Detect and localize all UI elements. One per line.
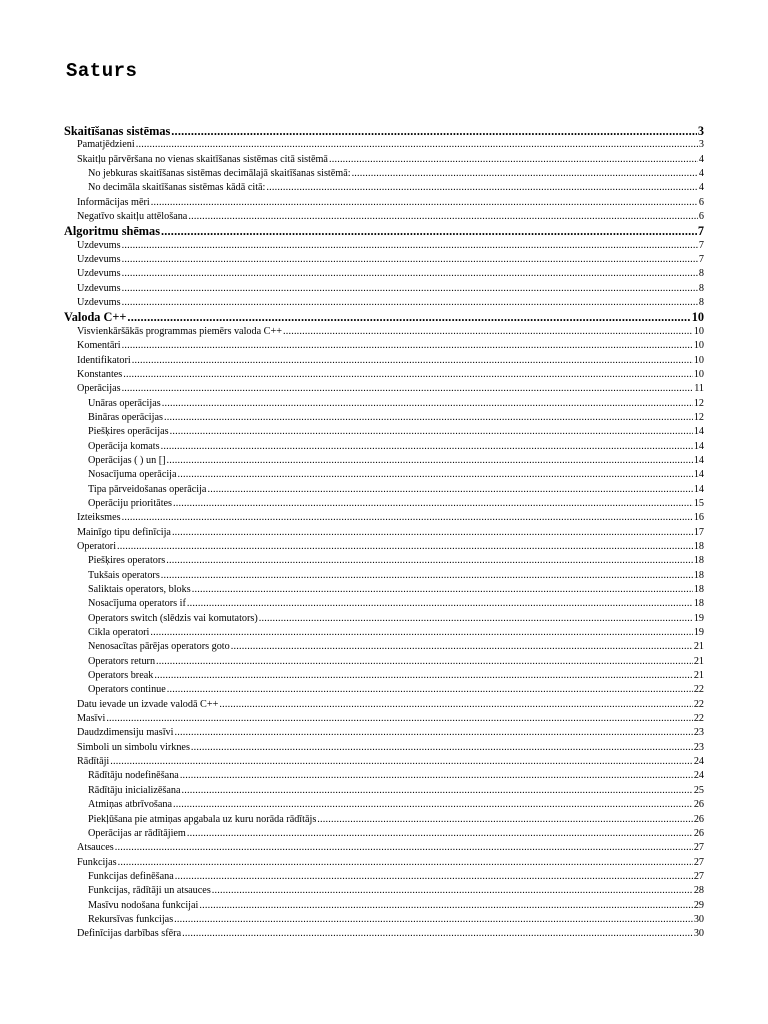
toc-entry-title: Operators continue [88, 684, 166, 696]
table-of-contents [64, 124, 704, 942]
toc-dot-leader [352, 167, 698, 181]
toc-entry-page: 14 [693, 440, 704, 452]
toc-entry-page: 19 [693, 627, 704, 639]
toc-entry-page: 11 [694, 383, 704, 395]
toc-dot-leader [162, 397, 693, 411]
toc-entry-title: No decimāla skaitīšanas sistēmas kādā citā: [88, 182, 266, 194]
toc-dot-leader [122, 339, 693, 353]
toc-entry[interactable] [64, 253, 704, 267]
toc-entry[interactable] [64, 813, 704, 827]
toc-entry-page: 28 [693, 885, 704, 897]
toc-dot-leader [161, 569, 693, 583]
toc-dot-leader [182, 927, 693, 941]
toc-dot-leader [122, 253, 698, 267]
toc-entry-page: 12 [693, 397, 704, 409]
toc-entry[interactable] [64, 841, 704, 855]
toc-entry-page: 21 [693, 655, 704, 667]
toc-entry[interactable] [64, 554, 704, 568]
toc-entry[interactable] [64, 296, 704, 310]
toc-dot-leader [192, 583, 693, 597]
toc-dot-leader [122, 382, 694, 396]
toc-entry-title: Skaitīšanas sistēmas [64, 124, 171, 138]
toc-entry[interactable] [64, 741, 704, 755]
toc-dot-leader [110, 755, 693, 769]
toc-entry-page: 27 [693, 870, 704, 882]
toc-dot-leader [115, 841, 693, 855]
toc-entry-title: Uzdevums [77, 239, 121, 251]
toc-entry[interactable] [64, 440, 704, 454]
toc-dot-leader [174, 726, 692, 740]
toc-entry-title: Masīvi [77, 713, 106, 725]
toc-entry-page: 24 [693, 770, 704, 782]
toc-dot-leader [118, 856, 693, 870]
toc-entry-page: 10 [693, 354, 704, 366]
toc-dot-leader [127, 310, 690, 324]
toc-entry[interactable] [64, 640, 704, 654]
toc-entry-title: Operācija komats [88, 440, 160, 452]
toc-dot-leader [166, 554, 693, 568]
toc-entry[interactable] [64, 798, 704, 812]
toc-entry[interactable] [64, 583, 704, 597]
toc-entry[interactable] [64, 153, 704, 167]
toc-dot-leader [212, 884, 693, 898]
toc-dot-leader [122, 296, 698, 310]
toc-dot-leader [123, 368, 693, 382]
toc-dot-leader [175, 870, 693, 884]
toc-entry[interactable] [64, 755, 704, 769]
toc-dot-leader [178, 468, 693, 482]
toc-entry[interactable] [64, 310, 704, 324]
toc-dot-leader [122, 282, 698, 296]
toc-entry-page: 22 [693, 684, 704, 696]
toc-entry-page: 25 [693, 784, 704, 796]
toc-entry-page: 27 [693, 842, 704, 854]
toc-entry[interactable] [64, 425, 704, 439]
toc-entry-title: Operatori [77, 540, 117, 552]
toc-entry-page: 4 [698, 153, 704, 165]
toc-entry-page: 6 [698, 196, 704, 208]
toc-entry-page: 7 [698, 254, 704, 266]
toc-entry-page: 22 [693, 698, 704, 710]
toc-entry-title: Pamatjēdzieni [77, 139, 135, 151]
toc-entry-page: 7 [697, 224, 704, 239]
toc-dot-leader [173, 798, 693, 812]
toc-entry[interactable] [64, 368, 704, 382]
toc-entry-page: 23 [693, 741, 704, 753]
page-title: Saturs [66, 60, 138, 82]
toc-dot-leader [167, 683, 693, 697]
toc-entry-page: 26 [693, 799, 704, 811]
toc-entry-title: Saliktais operators, bloks [88, 584, 191, 595]
toc-entry-page: 14 [693, 483, 704, 495]
toc-dot-leader [150, 626, 692, 640]
toc-entry-page: 10 [693, 368, 704, 380]
toc-entry-page: 16 [693, 512, 704, 524]
toc-entry-page: 8 [698, 297, 704, 309]
toc-entry-title: Nosacījuma operācija [88, 469, 177, 481]
toc-entry-page: 3 [698, 139, 704, 151]
toc-dot-leader [170, 425, 693, 439]
toc-entry-page: 18 [693, 584, 704, 595]
toc-dot-leader [191, 741, 693, 755]
toc-entry-title: Operators return [88, 655, 156, 667]
toc-entry-page: 8 [698, 268, 704, 280]
toc-entry[interactable] [64, 354, 704, 368]
toc-entry-title: Uzdevums [77, 254, 121, 266]
toc-entry-title: Visvienkāršākās programmas piemērs valoda C++ [77, 325, 282, 337]
toc-entry[interactable] [64, 167, 704, 181]
toc-entry-title: Komentāri [77, 340, 121, 352]
toc-entry[interactable] [64, 282, 704, 296]
toc-dot-leader [156, 655, 693, 669]
toc-entry[interactable] [64, 196, 704, 210]
toc-entry-title: Rādītāju inicializēšana [88, 784, 181, 796]
toc-entry-page: 3 [697, 124, 704, 138]
toc-entry[interactable] [64, 726, 704, 740]
toc-entry-title: Operācijas ar rādītājiem [88, 827, 186, 839]
toc-entry[interactable] [64, 655, 704, 669]
toc-entry-title: Uzdevums [77, 297, 121, 309]
toc-entry-page: 6 [698, 211, 704, 223]
toc-entry-title: Algoritmu shēmas [64, 224, 160, 239]
toc-entry-title: Funkcijas, rādītāji un atsauces [88, 885, 211, 897]
toc-entry[interactable] [64, 827, 704, 841]
toc-entry-page: 26 [693, 827, 704, 839]
toc-entry-title: No jebkuras skaitīšanas sistēmas decimālajā skaitīšanas sistēmā: [88, 168, 351, 180]
toc-entry-title: Atsauces [77, 842, 114, 854]
toc-dot-leader [283, 325, 693, 339]
toc-entry-title: Operācijas [77, 383, 121, 395]
toc-entry[interactable] [64, 913, 704, 927]
toc-dot-leader [180, 769, 693, 783]
toc-entry-title: Funkcijas definēšana [88, 870, 174, 882]
toc-entry-page: 8 [698, 282, 704, 294]
toc-dot-leader [117, 540, 693, 554]
toc-entry[interactable] [64, 884, 704, 898]
toc-entry[interactable] [64, 856, 704, 870]
toc-dot-leader [154, 669, 692, 683]
toc-entry-title: Nosacījuma operators if [88, 598, 186, 610]
toc-dot-leader [266, 181, 698, 195]
toc-entry-title: Operators switch (slēdzis vai komutators) [88, 612, 258, 624]
toc-dot-leader [136, 138, 698, 152]
toc-entry[interactable] [64, 899, 704, 913]
toc-entry[interactable] [64, 267, 704, 281]
toc-entry-page: 14 [693, 454, 704, 466]
toc-entry[interactable] [64, 540, 704, 554]
toc-dot-leader [161, 440, 693, 454]
toc-dot-leader [187, 597, 693, 611]
toc-entry[interactable] [64, 224, 704, 238]
toc-dot-leader [161, 224, 697, 238]
toc-entry-page: 19 [693, 612, 704, 624]
toc-entry[interactable] [64, 511, 704, 525]
toc-entry[interactable] [64, 927, 704, 941]
toc-entry-page: 10 [693, 340, 704, 352]
toc-entry-title: Rādītāji [77, 756, 110, 768]
toc-entry[interactable] [64, 181, 704, 195]
toc-dot-leader [164, 411, 693, 425]
toc-dot-leader [199, 899, 692, 913]
toc-entry-page: 26 [693, 813, 704, 825]
toc-entry-title: Definīcijas darbības sfēra [77, 928, 182, 940]
toc-dot-leader [122, 267, 698, 281]
toc-dot-leader [171, 124, 697, 138]
toc-entry[interactable] [64, 239, 704, 253]
toc-dot-leader [317, 813, 693, 827]
toc-entry[interactable] [64, 483, 704, 497]
toc-entry-page: 10 [693, 325, 704, 337]
toc-entry[interactable] [64, 124, 704, 138]
toc-entry-title: Datu ievade un izvade valodā C++ [77, 698, 219, 710]
toc-dot-leader [259, 612, 693, 626]
toc-entry[interactable] [64, 669, 704, 683]
toc-entry-page: 4 [698, 168, 704, 180]
toc-entry-title: Identifikatori [77, 354, 131, 366]
toc-entry[interactable] [64, 339, 704, 353]
toc-dot-leader [174, 913, 693, 927]
toc-dot-leader [122, 239, 698, 253]
toc-entry-title: Simboli un simbolu virknes [77, 741, 190, 753]
toc-dot-leader [329, 153, 698, 167]
toc-entry-title: Uzdevums [77, 268, 121, 280]
toc-entry-title: Nenosacītas pārējas operators goto [88, 641, 230, 653]
toc-entry[interactable] [64, 138, 704, 152]
toc-entry-page: 27 [693, 856, 704, 868]
toc-entry-page: 23 [693, 727, 704, 739]
toc-dot-leader [173, 497, 693, 511]
toc-entry[interactable] [64, 397, 704, 411]
toc-entry-page: 21 [693, 670, 704, 682]
toc-entry-title: Konstantes [77, 368, 123, 380]
toc-entry[interactable] [64, 769, 704, 783]
toc-entry-title: Mainīgo tipu definīcija [77, 526, 171, 538]
toc-entry[interactable] [64, 325, 704, 339]
toc-entry[interactable] [64, 683, 704, 697]
toc-entry-page: 4 [698, 182, 704, 194]
toc-dot-leader [151, 196, 698, 210]
toc-dot-leader [231, 640, 693, 654]
toc-entry[interactable] [64, 411, 704, 425]
toc-entry[interactable] [64, 626, 704, 640]
toc-entry-title: Izteiksmes [77, 512, 121, 524]
toc-entry-title: Informācijas mēri [77, 196, 150, 208]
toc-entry-title: Daudzdimensiju masīvi [77, 727, 174, 739]
toc-dot-leader [106, 712, 693, 726]
toc-entry-title: Tipa pārveidošanas operācija [88, 483, 207, 495]
toc-entry-title: Atmiņas atbrīvošana [88, 799, 173, 811]
toc-entry-title: Uzdevums [77, 282, 121, 294]
toc-dot-leader [172, 526, 693, 540]
toc-entry[interactable] [64, 526, 704, 540]
toc-entry[interactable] [64, 698, 704, 712]
toc-entry[interactable] [64, 870, 704, 884]
toc-entry-page: 18 [693, 569, 704, 581]
toc-entry-title: Piešķires operācijas [88, 426, 169, 438]
toc-entry[interactable] [64, 612, 704, 626]
toc-entry-page: 18 [693, 555, 704, 567]
toc-dot-leader [182, 784, 693, 798]
toc-entry[interactable] [64, 784, 704, 798]
toc-entry-page: 18 [693, 598, 704, 610]
toc-entry-title: Operators break [88, 670, 154, 682]
toc-entry[interactable] [64, 597, 704, 611]
toc-entry-page: 7 [698, 239, 704, 251]
toc-entry-page: 22 [693, 713, 704, 725]
toc-entry[interactable] [64, 382, 704, 396]
toc-entry-page: 17 [693, 526, 704, 538]
toc-entry-title: Bināras operācijas [88, 411, 163, 423]
toc-entry-page: 14 [693, 426, 704, 438]
toc-dot-leader [188, 210, 698, 224]
toc-entry-page: 12 [693, 411, 704, 423]
toc-entry-title: Valoda C++ [64, 310, 127, 325]
toc-entry-title: Operācijas ( ) un [] [88, 454, 166, 466]
toc-entry-title: Unāras operācijas [88, 397, 161, 409]
toc-dot-leader [122, 511, 693, 525]
toc-entry-title: Piešķires operators [88, 555, 166, 567]
toc-dot-leader [167, 454, 693, 468]
toc-dot-leader [219, 698, 692, 712]
toc-entry[interactable] [64, 210, 704, 224]
toc-entry-page: 30 [693, 928, 704, 940]
toc-dot-leader [207, 483, 692, 497]
toc-entry-page: 14 [693, 469, 704, 481]
toc-entry[interactable] [64, 569, 704, 583]
toc-entry-page: 10 [691, 310, 704, 325]
toc-entry-title: Operāciju prioritātes [88, 497, 173, 509]
toc-entry-page: 21 [693, 641, 704, 653]
toc-entry-title: Skaitļu pārvēršana no vienas skaitīšanas sistēmas citā sistēmā [77, 153, 328, 165]
toc-dot-leader [187, 827, 693, 841]
toc-entry-title: Tukšais operators [88, 569, 160, 581]
toc-entry-title: Negatīvo skaitļu attēlošana [77, 211, 188, 223]
toc-dot-leader [132, 354, 693, 368]
toc-entry-title: Cikla operatori [88, 627, 150, 639]
toc-entry-title: Funkcijas [77, 856, 117, 868]
toc-entry[interactable] [64, 454, 704, 468]
toc-entry[interactable] [64, 497, 704, 511]
toc-entry-title: Rādītāju nodefinēšana [88, 770, 179, 782]
toc-entry-page: 24 [693, 756, 704, 768]
toc-entry-title: Piekļūšana pie atmiņas apgabala uz kuru norāda rādītājs [88, 813, 317, 825]
toc-entry[interactable] [64, 712, 704, 726]
toc-entry[interactable] [64, 468, 704, 482]
toc-entry-title: Masīvu nodošana funkcijai [88, 899, 199, 911]
toc-entry-title: Rekursīvas funkcijas [88, 913, 174, 925]
toc-entry-page: 18 [693, 540, 704, 552]
toc-entry-page: 15 [693, 497, 704, 509]
toc-entry-page: 29 [693, 899, 704, 911]
toc-entry-page: 30 [693, 913, 704, 925]
